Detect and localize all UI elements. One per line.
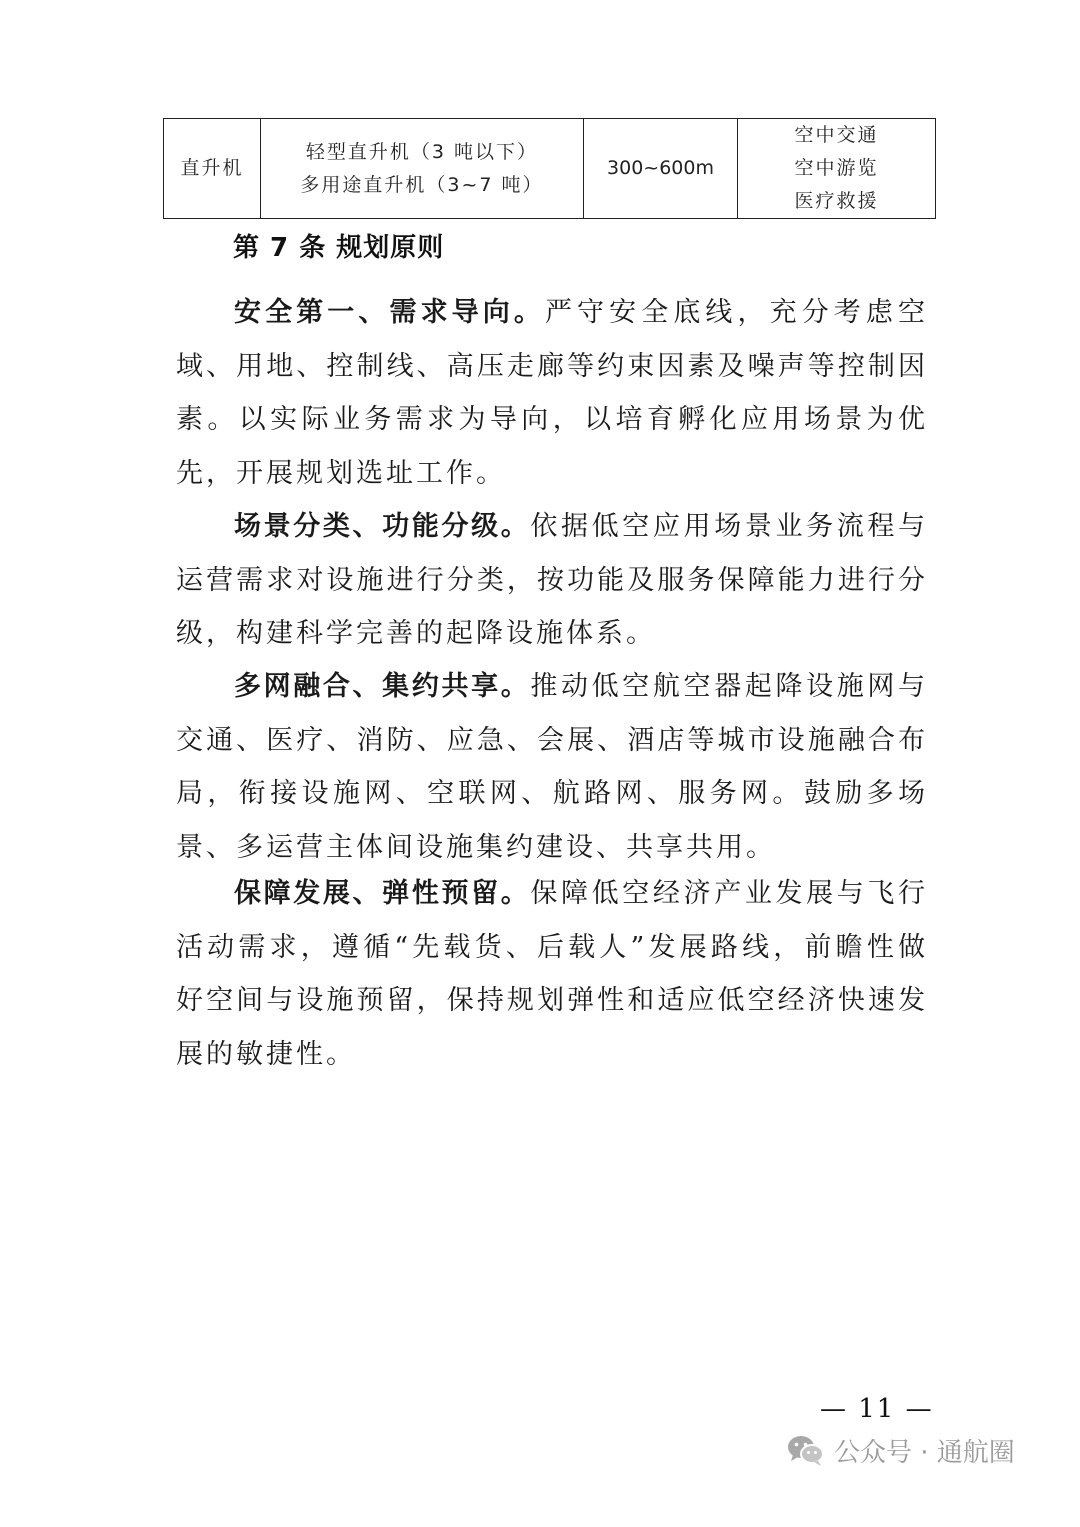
models-cell bbox=[261, 119, 584, 219]
paragraph-body: 严守安全底线，充分考虑空域、用地、控制线、高压走廊等约束因素及噪声等控制因素。以实际业务需求为导向，以培育孵化应用场景为优先，开展规划选址工作。 bbox=[176, 297, 929, 489]
paragraph-body: 保障低空经济产业发展与飞行活动需求，遵循“先载货、后载人”发展路线，前瞻性做好空间与设施预留，保持规划弹性和适应低空经济快速发展的敏捷性。 bbox=[176, 878, 929, 1070]
page-number: — 11 — bbox=[820, 1394, 934, 1424]
table-row bbox=[164, 119, 936, 219]
paragraph bbox=[176, 660, 928, 874]
paragraph bbox=[176, 867, 928, 1081]
paragraph bbox=[176, 500, 928, 661]
use-line: 空中游览 bbox=[794, 157, 879, 179]
wechat-icon bbox=[786, 1434, 826, 1468]
paragraph-body: 推动低空航空器起降设施网与交通、医疗、消防、应急、会展、酒店等城市设施融合布局，衔接设施网、空联网、航路网、服务网。鼓励多场景、多运营主体间设施集约建设、共享共用。 bbox=[176, 671, 929, 863]
paragraph-lead: 安全第一、需求导向。 bbox=[234, 297, 545, 328]
use-line: 空中交通 bbox=[794, 124, 879, 146]
paragraph-body: 依据低空应用场景业务流程与运营需求对设施进行分类，按功能及服务保障能力进行分级，构建科学完善的起降设施体系。 bbox=[176, 511, 929, 649]
aircraft-table bbox=[163, 118, 936, 219]
range-cell: 300~600m bbox=[584, 119, 738, 219]
paragraph-lead: 保障发展、弹性预留。 bbox=[234, 878, 531, 909]
article-heading: 第 7 条 规划原则 bbox=[233, 233, 445, 263]
use-line: 医疗救援 bbox=[794, 190, 879, 212]
paragraph-lead: 场景分类、功能分级。 bbox=[234, 511, 531, 542]
watermark-text: 公众号 · 通航圈 bbox=[834, 1438, 1015, 1468]
watermark bbox=[786, 1432, 1015, 1469]
model-line: 多用途直升机（3~7 吨） bbox=[300, 173, 544, 196]
category-cell: 直升机 bbox=[164, 119, 261, 219]
uses-cell bbox=[738, 119, 936, 219]
paragraph-lead: 多网融合、集约共享。 bbox=[234, 671, 531, 702]
paragraph bbox=[176, 286, 928, 500]
model-line: 轻型直升机（3 吨以下） bbox=[305, 140, 539, 163]
